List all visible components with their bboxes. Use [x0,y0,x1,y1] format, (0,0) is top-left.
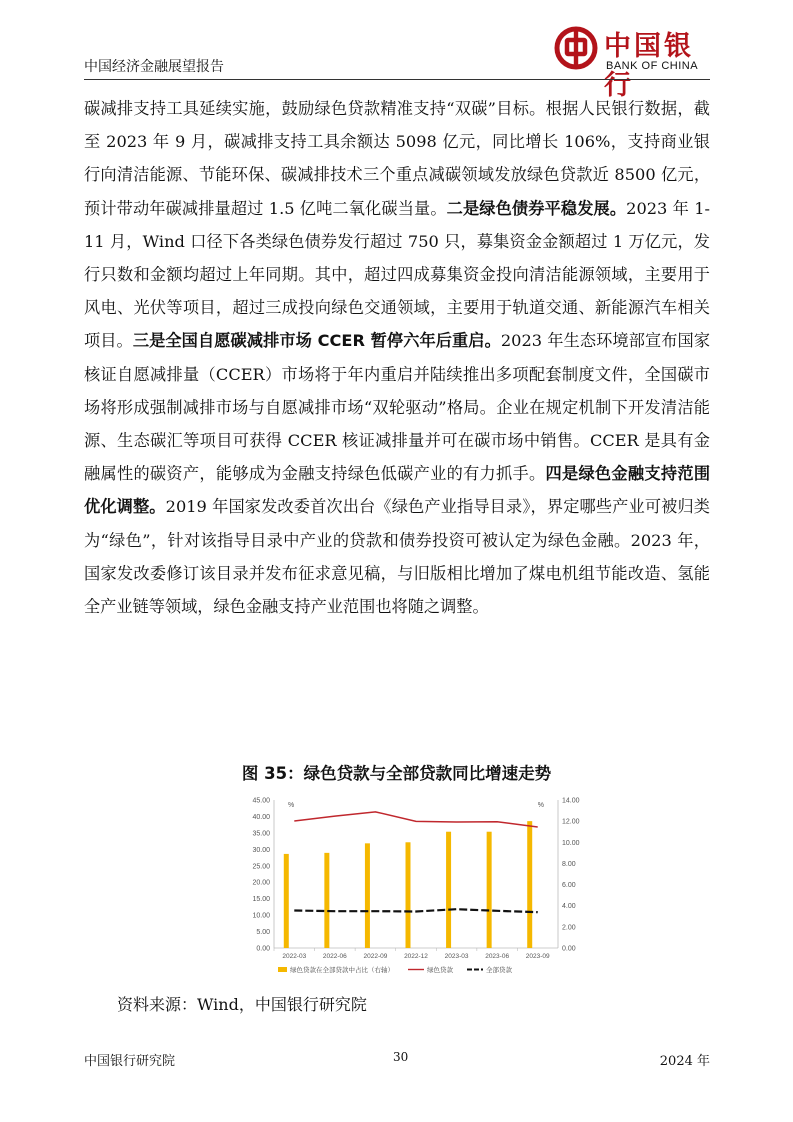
left-tick-label: 40.00 [252,813,270,821]
left-tick-label: 20.00 [252,879,270,887]
body-text-3: 2023 年生态环境部宣布国家核证自愿减排量（CCER）市场将于年内重启并陆续推出多项配套制度文件，全国碳市场将形成强制减排市场与自愿减排市场“双轮驱动”格局。企业在规定机制下开发清洁能源、生态碳汇等项目可获得 CCER 核证减排量并可在碳市场中销售。CCER 是具有金融属性的碳资产，能够成为金融支持绿色低碳产业的有力抓手。 [84,331,711,484]
legend-label: 绿色贷款在全部贷款中占比（右轴） [290,967,394,974]
right-tick-label: 8.00 [562,860,576,868]
body-text-1: 碳减排支持工具延续实施，鼓励绿色贷款精准支持“双碳”目标。根据人民银行数据，截至 2023 年 9 月，碳减排支持工具余额达 5098 亿元，同比增长 106%，支持商业银行向清洁能源、节能环保、碳减排技术三个重点减碳领域发放绿色贷款近 8500 亿元，预计带动年碳减排量超过 1.5 亿吨二氧化碳当量。 [84,99,710,218]
x-tick-label: 2022-06 [322,953,347,960]
page-header [84,22,710,101]
left-tick-label: 35.00 [252,830,270,838]
legend-label: 全部贷款 [486,967,512,974]
loan-growth-chart [240,790,580,980]
line-total-loans [294,909,537,912]
bar-share [527,821,532,948]
left-tick-label: 25.00 [252,863,270,871]
x-tick-label: 2023-09 [525,953,550,960]
bold-heading-green-bonds: 二是绿色债券平稳发展。 [446,198,627,218]
report-title: 中国经济金融展望报告 [84,59,224,75]
right-tick-label: 12.00 [562,818,580,826]
page-number: 30 [393,1050,409,1064]
legend-swatch-bar [278,967,287,972]
bar-share [324,853,329,948]
x-tick-label: 2023-03 [444,953,469,960]
bar-share [406,842,411,948]
right-axis-unit: % [537,802,544,809]
x-tick-label: 2022-09 [363,953,388,960]
footer-year: 2024 年 [659,1054,710,1069]
left-tick-label: 15.00 [252,896,270,904]
figure-source: 资料来源：Wind，中国银行研究院 [117,995,367,1014]
right-tick-label: 6.00 [562,882,576,890]
x-tick-label: 2023-06 [485,953,510,960]
bar-share [487,832,492,948]
x-tick-label: 2022-12 [404,953,428,960]
right-tick-label: 4.00 [562,903,576,911]
bank-of-china-logo-icon [554,26,598,70]
left-tick-label: 30.00 [252,846,270,854]
left-tick-label: 10.00 [252,912,270,920]
bold-heading-ccer: 三是全国自愿碳减排市场 CCER 暂停六年后重启。 [132,331,501,351]
figure-title: 图 35：绿色贷款与全部贷款同比增速走势 [241,764,552,783]
right-tick-label: 0.00 [562,945,576,953]
bold-heading-scope: 四是绿色金融支持范围优化调整。 [84,464,711,517]
bar-share [365,843,370,948]
body-paragraph [84,92,710,623]
legend-label: 绿色贷款 [427,967,453,974]
bar-share [284,854,289,948]
logo-english-name: BANK OF CHINA [606,60,699,72]
right-tick-label: 2.00 [562,924,576,932]
body-text-4: 2019 年国家发改委首次出台《绿色产业指导目录》，界定哪些产业可被归类为“绿色”，针对该指导目录中产业的贷款和债券投资可被认定为绿色金融。2023 年，国家发改委修订该目录并发布征求意见稿，与旧版相比增加了煤电机组节能改造、氢能全产业链等领域，绿色金融支持产业范围也将随之调整。 [84,497,710,617]
page-footer [84,1050,710,1070]
footer-institute: 中国银行研究院 [84,1054,176,1069]
right-tick-label: 14.00 [562,797,580,805]
header-divider [84,79,710,80]
left-axis-unit: % [288,802,295,809]
left-tick-label: 45.00 [252,797,270,805]
bank-logo [554,22,714,101]
body-text-2: 2023 年 1-11 月，Wind 口径下各类绿色债券发行超过 750 只，募集资金金额超过 1 万亿元，发行只数和金额均超过上年同期。其中，超过四成募集资金投向清洁能源领域，主要用于风电、光伏等项目，超过三成投向绿色交通领域，主要用于轨道交通、新能源汽车相关项目。 [84,198,710,351]
left-tick-label: 5.00 [256,929,270,937]
logo-chinese-name: 中国银行 [604,31,694,101]
x-tick-label: 2022-03 [282,953,307,960]
line-green-loans [294,812,537,827]
left-tick-label: 0.00 [256,945,270,953]
right-tick-label: 10.00 [562,839,580,847]
bar-share [446,832,451,948]
